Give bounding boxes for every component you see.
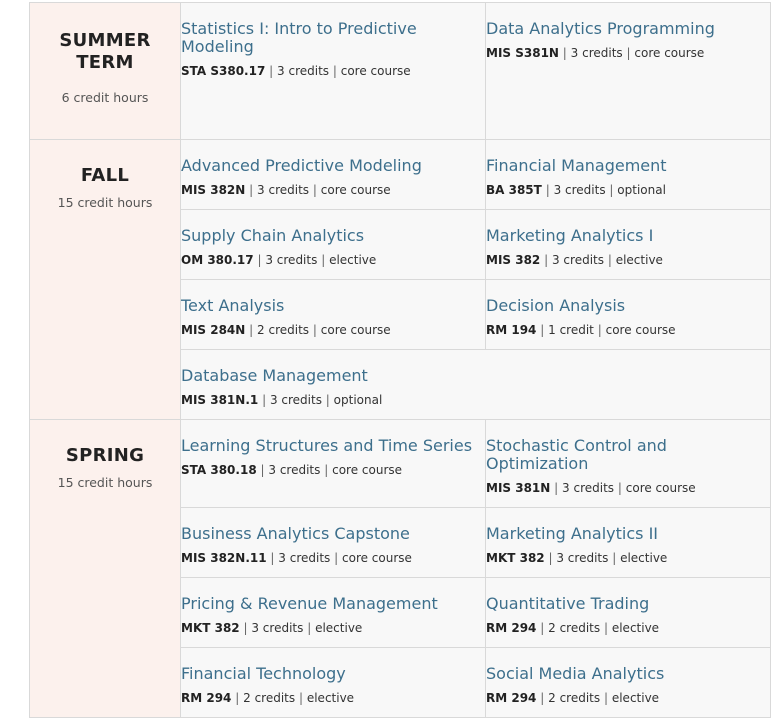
course-type: core course [625,481,696,495]
course-type: core course [605,323,676,337]
course-meta: MIS S381N | 3 credits | core course [486,46,705,60]
course-cell [181,350,771,420]
course-type: elective [329,253,377,267]
course-cell [486,280,771,350]
course-meta: MIS 382N.11 | 3 credits | core course [181,551,412,565]
course-title-link[interactable]: Statistics I: Intro to Predictive Modeling [181,19,417,56]
course-cell [486,648,771,718]
course-title-link[interactable]: Business Analytics Capstone [181,524,410,543]
course-type: core course [340,64,411,78]
course-code: STA 380.18 [181,463,257,477]
course-cell [181,578,486,648]
course-cell [181,648,486,718]
schedule-table [29,2,771,718]
course-title-link[interactable]: Learning Structures and Time Series [181,436,473,455]
term-hours: 6 credit hours [61,90,149,105]
course-cell [486,210,771,280]
course-code: RM 194 [486,323,537,337]
course-title-link[interactable]: Stochastic Control and Optimization [486,436,667,473]
course-code: RM 294 [486,691,537,705]
course-cell [181,280,486,350]
course-title-link[interactable]: Decision Analysis [486,296,626,315]
table-row [30,420,771,508]
course-type: elective [611,691,660,705]
term-name: SUMMER [59,30,151,51]
course-credits: 3 credits [562,481,615,495]
course-credits: 2 credits [548,691,601,705]
course-credits: 3 credits [268,463,321,477]
course-schedule [29,2,770,718]
course-credits: 3 credits [277,64,330,78]
course-cell [486,140,771,210]
course-credits: 3 credits [278,551,331,565]
course-credits: 3 credits [556,551,609,565]
table-row [30,140,771,210]
course-cell [181,508,486,578]
course-code: RM 294 [486,621,537,635]
course-meta: RM 294 | 2 credits | elective [486,691,660,705]
term-spring [30,420,181,718]
course-title-link[interactable]: Marketing Analytics II [486,524,659,543]
table-row [30,3,771,140]
course-credits: 3 credits [551,253,604,267]
course-type: elective [315,621,363,635]
course-code: MIS 284N [181,323,246,337]
course-title-link[interactable]: Social Media Analytics [486,664,665,683]
course-code: RM 294 [181,691,232,705]
course-code: MIS 382N.11 [181,551,267,565]
course-type: optional [617,183,666,197]
course-credits: 2 credits [257,323,310,337]
course-code: MKT 382 [486,551,545,565]
term-name: FALL [80,165,130,186]
course-code: MIS 382N [181,183,246,197]
course-meta: MIS 382N | 3 credits | core course [181,183,391,197]
course-title-link[interactable]: Pricing & Revenue Management [181,594,438,613]
course-code: MIS 381N [486,481,551,495]
course-meta: MKT 382 | 3 credits | elective [486,551,668,565]
term-hours: 15 credit hours [57,195,153,210]
course-meta: STA 380.18 | 3 credits | core course [181,463,403,477]
course-type: optional [333,393,383,407]
course-title-link[interactable]: Data Analytics Programming [486,19,715,38]
course-type: elective [620,551,668,565]
course-title-link[interactable]: Quantitative Trading [486,594,650,613]
course-cell [181,140,486,210]
course-credits: 3 credits [570,46,623,60]
course-code: MKT 382 [181,621,240,635]
course-meta: MKT 382 | 3 credits | elective [181,621,363,635]
course-cell [486,3,771,140]
term-name: TERM [76,52,134,73]
course-meta: MIS 284N | 2 credits | core course [181,323,391,337]
course-meta: RM 194 | 1 credit | core course [486,323,676,337]
course-code: MIS 381N.1 [181,393,259,407]
course-title-link[interactable]: Database Management [181,366,368,385]
course-type: core course [342,551,412,565]
course-meta: MIS 382 | 3 credits | elective [486,253,663,267]
course-code: OM 380.17 [181,253,254,267]
course-code: MIS 382 [486,253,541,267]
term-summer [30,3,181,140]
course-type: core course [332,463,403,477]
course-cell [486,578,771,648]
course-credits: 3 credits [257,183,310,197]
course-type: core course [320,323,391,337]
course-meta: BA 385T | 3 credits | optional [486,183,666,197]
course-credits: 1 credit [548,323,594,337]
term-fall [30,140,181,420]
course-type: elective [306,691,355,705]
course-meta: RM 294 | 2 credits | elective [181,691,355,705]
course-type: core course [320,183,391,197]
course-credits: 3 credits [251,621,304,635]
term-name: SPRING [65,445,145,466]
course-credits: 3 credits [553,183,606,197]
course-cell [181,420,486,508]
course-meta: OM 380.17 | 3 credits | elective [181,253,377,267]
course-type: elective [615,253,663,267]
course-meta: STA S380.17 | 3 credits | core course [181,64,411,78]
course-credits: 3 credits [265,253,318,267]
course-title-link[interactable]: Text Analysis [181,296,285,315]
course-code: BA 385T [486,183,542,197]
course-type: elective [611,621,660,635]
course-title-link[interactable]: Advanced Predictive Modeling [181,156,422,175]
term-hours: 15 credit hours [57,475,153,490]
course-credits: 2 credits [243,691,296,705]
course-title-link[interactable]: Marketing Analytics I [486,226,654,245]
course-cell [486,508,771,578]
course-cell [181,210,486,280]
course-cell [181,3,486,140]
course-meta: MIS 381N.1 | 3 credits | optional [181,393,383,407]
course-type: core course [634,46,705,60]
course-code: STA S380.17 [181,64,266,78]
course-meta: MIS 381N | 3 credits | core course [486,481,696,495]
course-cell [486,420,771,508]
course-meta: RM 294 | 2 credits | elective [486,621,660,635]
course-title-link[interactable]: Financial Management [486,156,667,175]
course-code: MIS S381N [486,46,559,60]
course-title-link[interactable]: Supply Chain Analytics [181,226,365,245]
course-credits: 2 credits [548,621,601,635]
course-title-link[interactable]: Financial Technology [181,664,346,683]
course-credits: 3 credits [269,393,322,407]
